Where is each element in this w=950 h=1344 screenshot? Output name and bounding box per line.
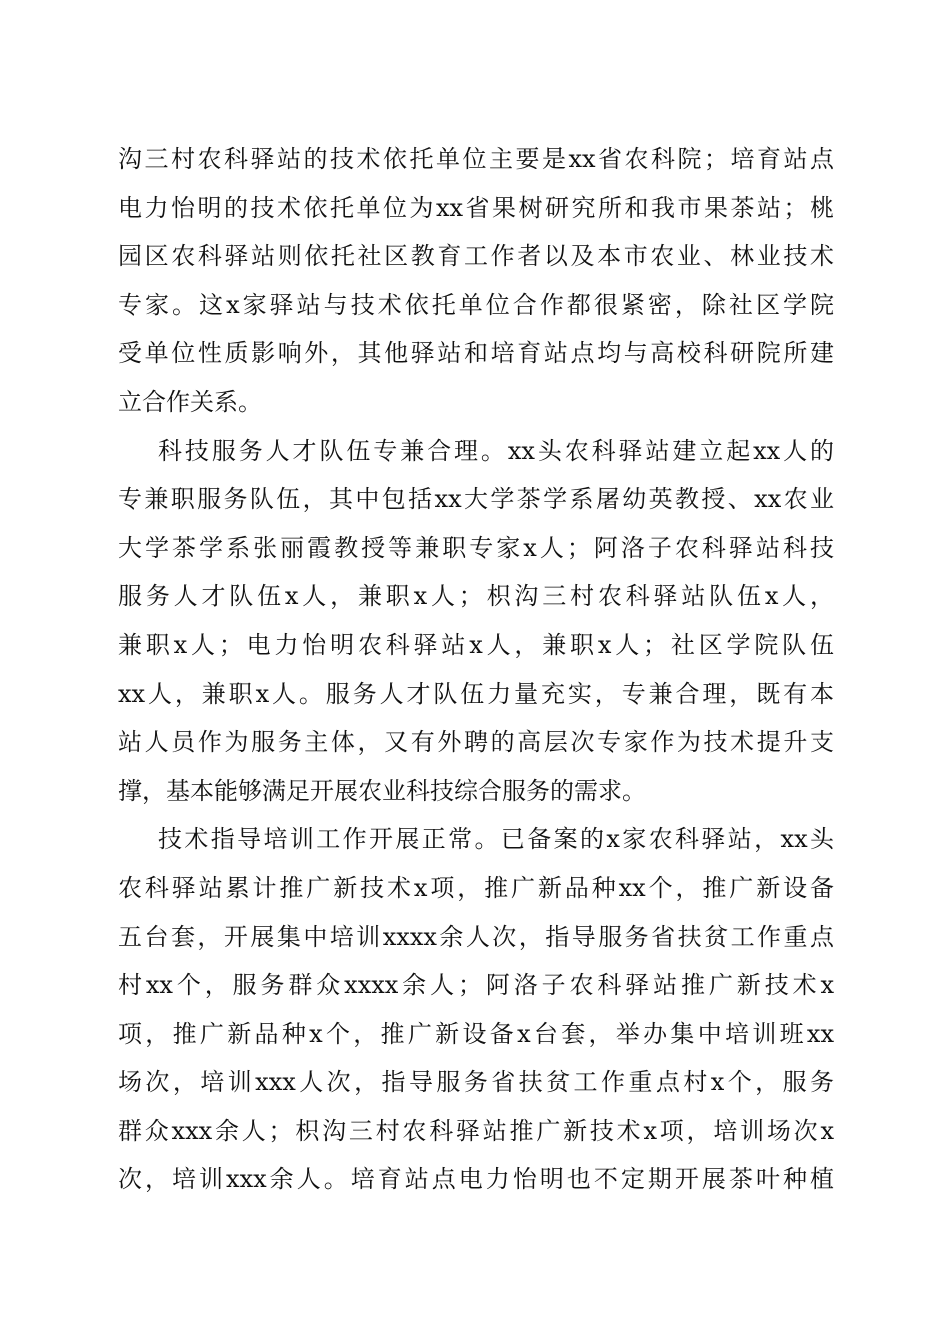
text-line: 农科驿站累计推广新技术x项，推广新品种xx个，推广新设备 xyxy=(118,873,834,902)
text-line: 专兼职服务队伍，其中包括xx大学茶学系屠幼英教授、xx农业 xyxy=(118,485,834,514)
paragraph-training-work xyxy=(118,815,834,1204)
body-text xyxy=(118,135,834,1204)
text-line: 兼职x人；电力怡明农科驿站x人，兼职x人；社区学院队伍 xyxy=(118,630,834,659)
text-line: 技术指导培训工作开展正常。已备案的x家农科驿站，xx头 xyxy=(158,825,834,854)
text-line: 立合作关系。 xyxy=(118,387,262,416)
text-line: xx人，兼职x人。服务人才队伍力量充实，专兼合理，既有本 xyxy=(118,679,834,708)
text-line: 大学茶学系张丽霞教授等兼职专家x人；阿洛子农科驿站科技 xyxy=(118,533,834,562)
text-line: 站人员作为服务主体，又有外聘的高层次专家作为技术提升支 xyxy=(118,728,834,757)
text-line: 专家。这x家驿站与技术依托单位合作都很紧密，除社区学院 xyxy=(118,290,834,319)
text-line: 村xx个，服务群众xxxx余人；阿洛子农科驿站推广新技术x xyxy=(118,971,834,1000)
text-line: 场次，培训xxx人次，指导服务省扶贫工作重点村x个，服务 xyxy=(118,1068,834,1097)
text-line: 项，推广新品种x个，推广新设备x台套，举办集中培训班xx xyxy=(118,1019,834,1048)
text-line: 受单位性质影响外，其他驿站和培育站点均与高校科研院所建 xyxy=(118,339,834,368)
text-line: 群众xxx余人；枳沟三村农科驿站推广新技术x项，培训场次x xyxy=(118,1116,834,1145)
paragraph-service-team xyxy=(118,427,834,816)
text-line: 沟三村农科驿站的技术依托单位主要是xx省农科院；培育站点 xyxy=(118,145,834,173)
text-line: 科技服务人才队伍专兼合理。xx头农科驿站建立起xx人的 xyxy=(158,436,834,465)
text-line: 电力怡明的技术依托单位为xx省果树研究所和我市果茶站；桃 xyxy=(118,193,834,222)
text-line: 服务人才队伍x人，兼职x人；枳沟三村农科驿站队伍x人， xyxy=(118,582,834,611)
text-line: 五台套，开展集中培训xxxx余人次，指导服务省扶贫工作重点 xyxy=(118,922,834,951)
text-line: 次，培训xxx余人。培育站点电力怡明也不定期开展茶叶种植 xyxy=(118,1165,834,1194)
text-line: 撑，基本能够满足开展农业科技综合服务的需求。 xyxy=(118,776,646,805)
text-line: 园区农科驿站则依托社区教育工作者以及本市农业、林业技术 xyxy=(118,242,834,271)
paragraph-tech-support-units xyxy=(118,135,834,427)
